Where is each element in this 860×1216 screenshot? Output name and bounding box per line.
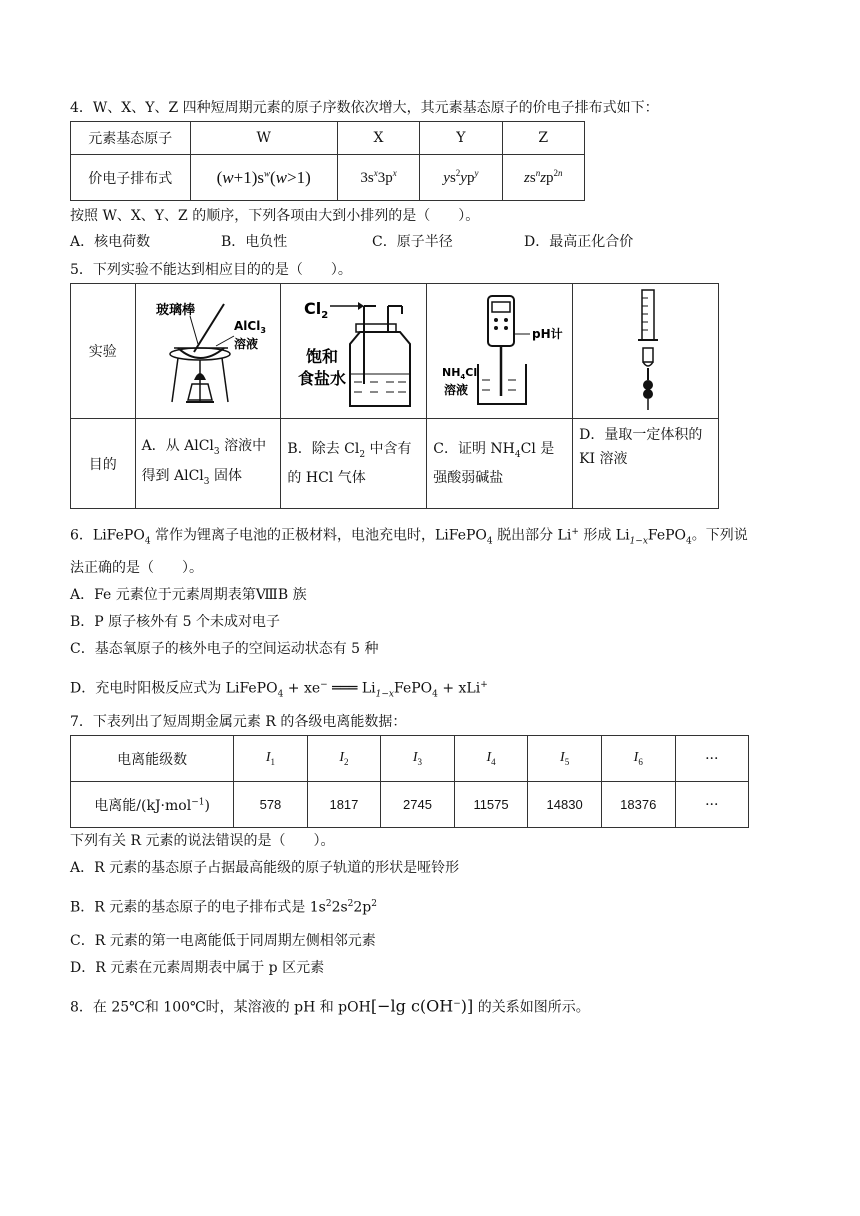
q7-ellipsis-value: ··· xyxy=(675,782,748,828)
q7-level-1: $I_1$ xyxy=(234,736,307,782)
q7-option-c: C．R 元素的第一电离能低于同周期左侧相邻元素 xyxy=(70,933,376,949)
q4-config-x: $3s^x3p^x$ xyxy=(337,155,419,201)
q7-follow: 下列有关 R 元素的说法错误的是（ ）。 xyxy=(70,833,335,849)
q5-purpose-b: B．除去 $Cl_2$ 中含有 的 HCl 气体 xyxy=(281,419,427,509)
q7-option-b: B．R 元素的基态原子的电子排布式是 $1s^22s^22p^2$ xyxy=(70,899,377,916)
q4-row-label: 价电子排布式 xyxy=(71,155,191,201)
q7-option-a: A．R 元素的基态原子占据最高能级的原子轨道的形状是哑铃形 xyxy=(70,860,460,876)
q6-option-a: A．Fe 元素位于元素周期表第ⅧB 族 xyxy=(70,587,307,603)
q4-header-cell: 元素基态原子 xyxy=(71,122,191,155)
q7-value: 1817 xyxy=(307,782,381,828)
q7-level-5: $I_5$ xyxy=(528,736,602,782)
q4-config-z: $zs^nzp^{2n}$ xyxy=(502,155,584,201)
q7-value: 14830 xyxy=(528,782,602,828)
label-ph-meter: pH计 xyxy=(531,327,563,341)
q4-config-y: $ys^2yp^y$ xyxy=(420,155,502,201)
q7-value: 18376 xyxy=(601,782,675,828)
label-cl2: $Cl_2$ xyxy=(303,299,329,321)
q8-stem: 8．在 25℃和 100℃时，某溶液的 pH 和 pOH[−lg c(OH−)] 的关系如图所示。 xyxy=(70,996,590,1016)
label-alcl3: AlCl$_3$ xyxy=(233,319,266,335)
label-glass-rod: 玻璃棒 xyxy=(155,303,195,318)
label-solution-a: 溶液 xyxy=(233,337,258,351)
q4-stem: 4．W、X、Y、Z 四种短周期元素的原子序数依次增大，其元素基态原子的价电子排布式如下： xyxy=(70,100,659,116)
q4-header-cell: Y xyxy=(420,122,502,155)
q4-follow: 按照 W、X、Y、Z 的顺序，下列各项由大到小排列的是（ ）。 xyxy=(70,208,480,224)
q6-option-b: B．P 原子核外有 5 个未成对电子 xyxy=(70,614,280,630)
q6-stem-line2: 法正确的是（ ）。 xyxy=(70,560,203,576)
q5-purpose-d: D．量取一定体积的 KI 溶液 xyxy=(573,419,719,509)
q5-figure-c xyxy=(427,284,573,419)
q7-level-2: $I_2$ xyxy=(307,736,381,782)
q7-value: 578 xyxy=(234,782,307,828)
ph-meter-diagram xyxy=(430,284,570,414)
q4-option-c: C．原子半径 xyxy=(372,234,453,250)
q7-level-4: $I_4$ xyxy=(454,736,528,782)
q5-row-label-purpose: 目的 xyxy=(71,419,136,509)
label-brine: 食盐水 xyxy=(297,369,346,388)
q7-stem: 7．下表列出了短周期金属元素 R 的各级电离能数据： xyxy=(70,714,407,730)
q4-option-a: A．核电荷数 xyxy=(70,234,151,250)
q7-table xyxy=(70,735,749,828)
q7-ellipsis-header: ··· xyxy=(675,736,748,782)
q5-table xyxy=(70,283,719,509)
q6-option-c: C．基态氧原子的核外电子的空间运动状态有 5 种 xyxy=(70,641,379,657)
q4-table xyxy=(70,121,585,201)
q4-header-cell: Z xyxy=(502,122,584,155)
gas-washing-bottle-diagram xyxy=(284,284,424,414)
q4-config-w: $(w+1)s^w(w>1)$ xyxy=(190,155,337,201)
graduated-cylinder-pipette-diagram xyxy=(576,284,716,414)
q5-purpose-a: A．从 AlCl$_3$ 溶液中 得到 AlCl$_3$ 固体 xyxy=(135,419,281,509)
q5-stem: 5．下列实验不能达到相应目的的是（ ）。 xyxy=(70,262,352,278)
q5-purpose-c: C．证明 $NH_4Cl$ 是 强酸弱碱盐 xyxy=(427,419,573,509)
q5-figure-a xyxy=(135,284,281,419)
q7-col-header: 电离能级数 xyxy=(71,736,234,782)
q5-row-label-experiment: 实验 xyxy=(71,284,136,419)
label-nh4cl: $NH_4Cl$ xyxy=(441,366,477,381)
q7-value: 11575 xyxy=(454,782,528,828)
q5-figure-d xyxy=(573,284,719,419)
q7-option-d: D．R 元素在元素周期表中属于 p 区元素 xyxy=(70,960,325,976)
q6-option-d: D．充电时阳极反应式为 LiFePO$_4$ + xe− ═══ $Li_{1-x}FePO_4 + xLi^+$ xyxy=(70,680,488,700)
q7-level-3: $I_3$ xyxy=(381,736,455,782)
q7-value: 2745 xyxy=(381,782,455,828)
q7-level-6: $I_6$ xyxy=(601,736,675,782)
label-solution-c: 溶液 xyxy=(443,383,468,397)
q4-option-b: B．电负性 xyxy=(221,234,288,250)
label-saturated: 饱和 xyxy=(305,347,338,366)
q7-row-label: 电离能/(kJ·mol$^{-1}$) xyxy=(71,782,234,828)
q5-figure-b xyxy=(281,284,427,419)
q4-header-cell: X xyxy=(337,122,419,155)
q6-stem: 6．LiFePO$_4$ 常作为锂离子电池的正极材料，电池充电时，LiFePO$_4$ 脱出部分 Li+ 形成 $Li_{1-x}FePO_4$。下列说 xyxy=(70,527,748,547)
q4-option-d: D．最高正化合价 xyxy=(524,234,634,250)
q4-header-cell: W xyxy=(190,122,337,155)
evaporation-dish-diagram xyxy=(138,284,278,414)
